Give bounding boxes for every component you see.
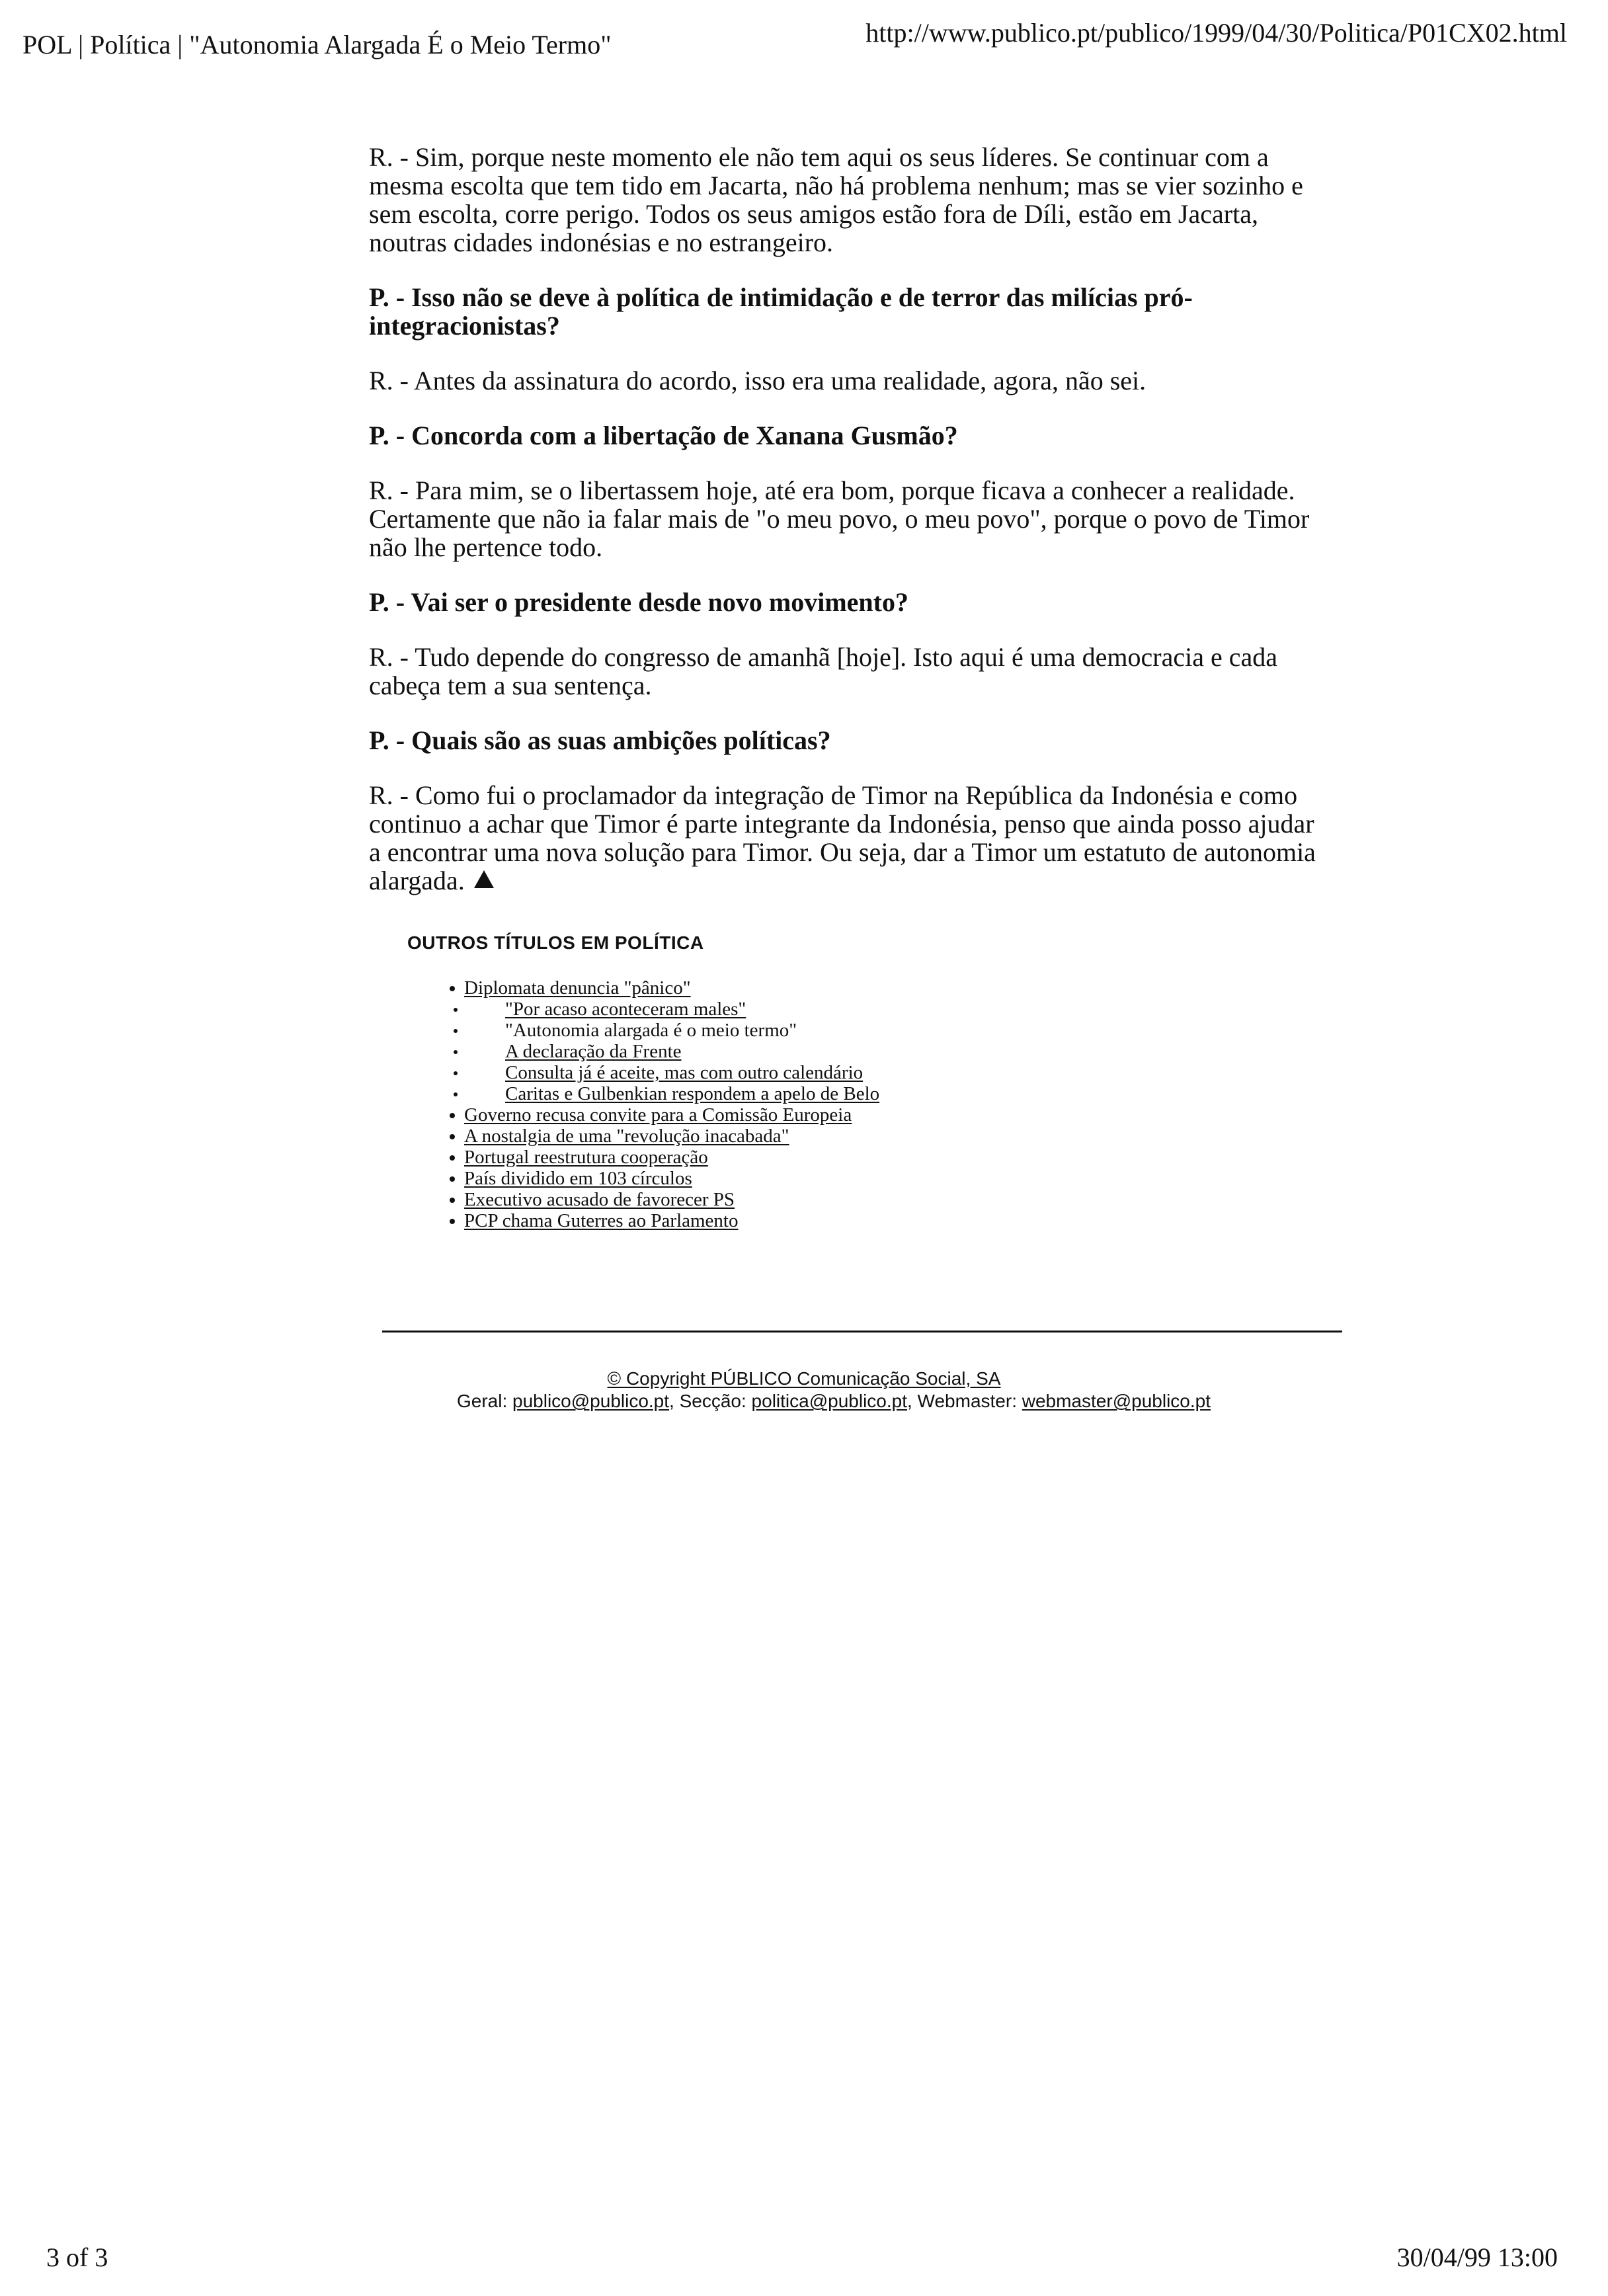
- print-page-number: 3 of 3: [46, 2242, 108, 2272]
- seccao-label: , Secção:: [669, 1391, 752, 1411]
- page-footer: [0, 1368, 1608, 1413]
- list-item: [407, 1104, 1333, 1126]
- article-answer-4: R. - Tudo depende do congresso de amanhã [hoje]. Isto aqui é uma democracia e cada cabeça tem a sua sentença.: [369, 642, 1277, 700]
- article-answer-5-text: R. - Como fui o proclamador da integração de Timor na República da Indonésia e como continuo a achar que Timor é parte integrante da Indonésia, penso que ainda posso ajudar a encontrar uma nova solução para Timor. Ou seja, dar a Timor um estatuto de autonomia alargada.: [369, 780, 1316, 895]
- list-item: [407, 1168, 1333, 1189]
- article-question-2: P. - Concorda com a libertação de Xanana Gusmão?: [369, 421, 958, 450]
- webmaster-email-link[interactable]: webmaster@publico.pt: [1022, 1391, 1211, 1411]
- article-answer-3: R. - Para mim, se o libertassem hoje, até era bom, porque ficava a conhecer a realidade. Certamente que não ia falar mais de "o meu povo, o meu povo", porque o povo de Timor não lhe pertence todo.: [369, 475, 1310, 562]
- list-item: [407, 1041, 1333, 1062]
- headline-link[interactable]: "Por acaso aconteceram males": [505, 999, 746, 1020]
- geral-email-link[interactable]: publico@publico.pt: [512, 1391, 670, 1411]
- copyright-line: [0, 1368, 1608, 1390]
- list-item: [407, 999, 1333, 1020]
- list-item: [407, 1083, 1333, 1104]
- print-header-url: http://www.publico.pt/publico/1999/04/30/Politica/P01CX02.html: [865, 18, 1567, 48]
- headline-link[interactable]: PCP chama Guterres ao Parlamento: [464, 1210, 739, 1231]
- article-question-3: P. - Vai ser o presidente desde novo movimento?: [369, 587, 908, 617]
- list-item: [407, 1189, 1333, 1210]
- article-answer-1: R. - Sim, porque neste momento ele não tem aqui os seus líderes. Se continuar com a mesma escolta que tem tido em Jacarta, não há problema nenhum; mas se vier sozinho e sem escolta, corre perigo. Todos os seus amigos estão fora de Díli, estão em Jacarta, noutras cidades indonésias e no estrangeiro.: [369, 142, 1303, 257]
- print-header-title: POL | Política | "Autonomia Alargada É o Meio Termo": [22, 30, 612, 60]
- headline-link[interactable]: Governo recusa convite para a Comissão Europeia: [464, 1104, 852, 1126]
- headline-link[interactable]: Executivo acusado de favorecer PS: [464, 1189, 735, 1210]
- footer-divider: [382, 1331, 1342, 1332]
- geral-label: Geral:: [456, 1391, 513, 1411]
- list-item: [407, 1210, 1333, 1231]
- contact-line: [0, 1390, 1608, 1413]
- up-triangle-icon[interactable]: [474, 870, 494, 888]
- current-headline: "Autonomia alargada é o meio termo": [505, 1020, 797, 1041]
- list-item: [407, 1020, 1333, 1041]
- article-question-1: P. - Isso não se deve à política de intimidação e de terror das milícias pró-integracionistas?: [369, 282, 1193, 341]
- print-datetime: 30/04/99 13:00: [1396, 2242, 1558, 2272]
- headline-link[interactable]: Caritas e Gulbenkian respondem a apelo de Belo: [505, 1083, 880, 1104]
- headline-link[interactable]: Consulta já é aceite, mas com outro calendário: [505, 1062, 864, 1083]
- article-answer-2: R. - Antes da assinatura do acordo, isso era uma realidade, agora, não sei.: [369, 366, 1146, 395]
- article-answer-5: [369, 781, 1328, 895]
- list-item: [407, 1147, 1333, 1168]
- copyright-link[interactable]: © Copyright PÚBLICO Comunicação Social, SA: [607, 1368, 1001, 1389]
- headline-link[interactable]: A nostalgia de uma "revolução inacabada": [464, 1126, 789, 1147]
- other-titles-list: [407, 977, 1333, 1231]
- headline-link[interactable]: A declaração da Frente: [505, 1041, 682, 1062]
- headline-link[interactable]: Diplomata denuncia "pânico": [464, 977, 691, 999]
- webmaster-label: , Webmaster:: [907, 1391, 1022, 1411]
- article-body: [369, 143, 1328, 921]
- list-item: [407, 977, 1333, 999]
- headline-link[interactable]: Portugal reestrutura cooperação: [464, 1147, 708, 1168]
- list-item: [407, 1062, 1333, 1083]
- article-question-4: P. - Quais são as suas ambições políticas?: [369, 725, 831, 755]
- seccao-email-link[interactable]: politica@publico.pt: [751, 1391, 907, 1411]
- other-titles-section: [407, 932, 1333, 1231]
- headline-link[interactable]: País dividido em 103 círculos: [464, 1168, 692, 1189]
- other-titles-heading: OUTROS TÍTULOS EM POLÍTICA: [407, 932, 704, 953]
- list-item: [407, 1126, 1333, 1147]
